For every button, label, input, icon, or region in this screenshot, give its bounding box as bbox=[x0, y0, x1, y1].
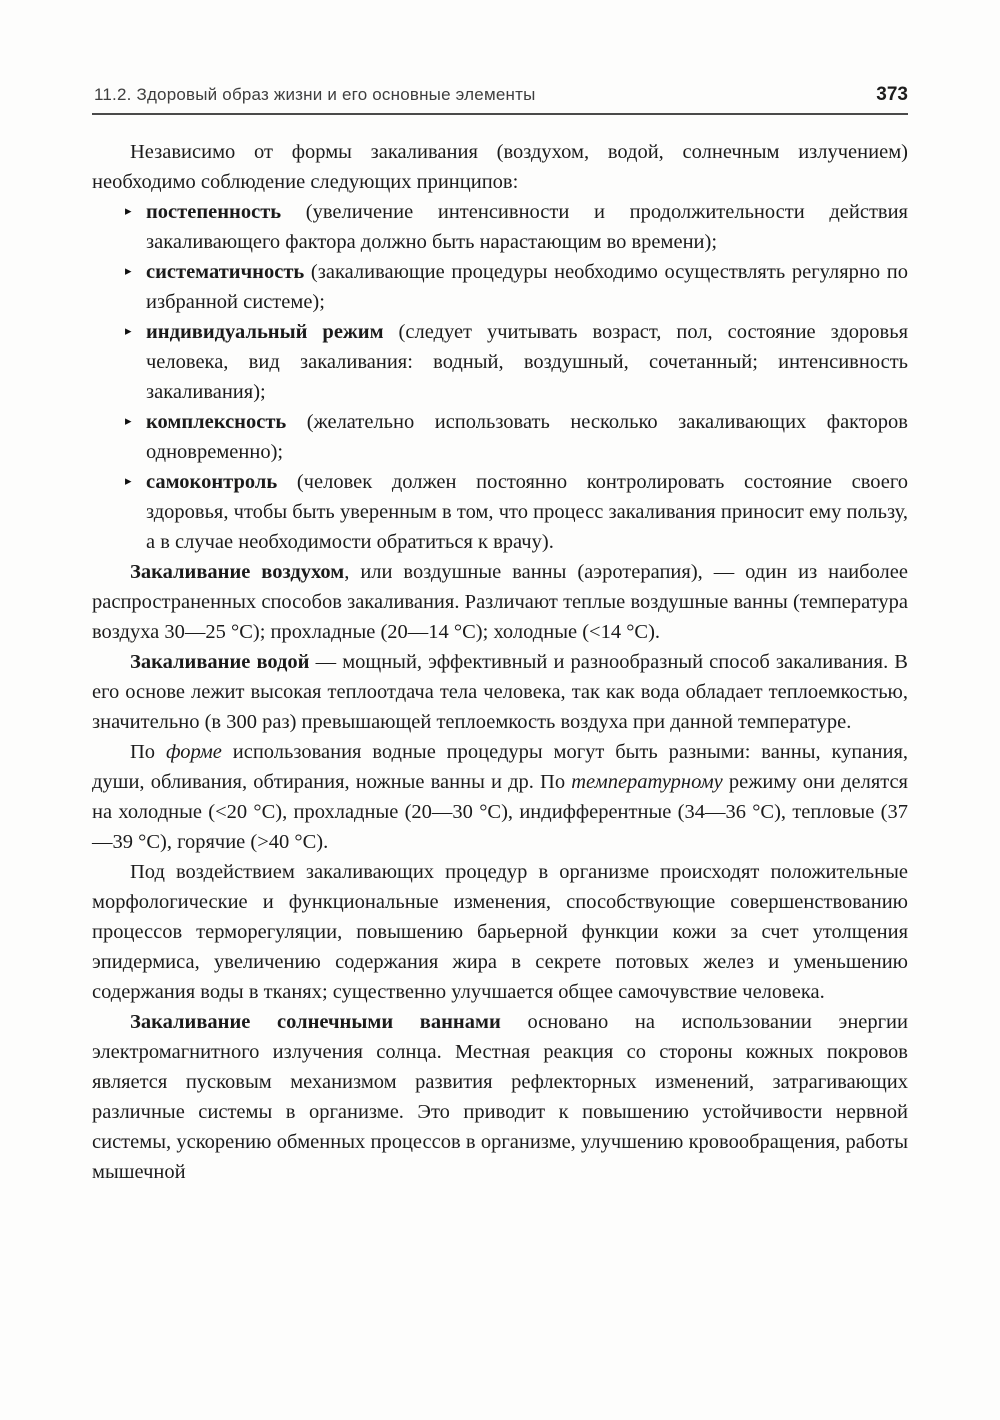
emphasis-bold-text: индивидуальный режим bbox=[146, 321, 384, 343]
paragraph bbox=[92, 647, 908, 737]
body-text: использования водные процедуры могут быть разными: ванны, купания, души, обливания, обтирания, ножные ванны и др. По bbox=[92, 741, 908, 793]
body-text: (человек должен постоянно контролировать состояние своего здоровья, чтобы быть уверенным в том, что процесс закаливания приносит ему пользу, а в случае необходимости обратиться к врачу). bbox=[146, 471, 908, 553]
paragraph bbox=[92, 557, 908, 647]
bullet-item bbox=[92, 407, 908, 467]
paragraph bbox=[92, 137, 908, 197]
body-text: (увеличение интенсивности и продолжительности действия закаливающего фактора должно быть нарастающим во времени); bbox=[146, 201, 908, 253]
page-header bbox=[92, 84, 908, 113]
emphasis-italic-text: температурному bbox=[571, 771, 723, 793]
running-title: 11.2. Здоровый образ жизни и его основные элементы bbox=[94, 85, 536, 104]
bullet-marker-icon: ▸ bbox=[125, 204, 132, 219]
body-text: основано на использовании энергии электромагнитного излучения солнца. Местная реакция со стороны кожных покровов является пусковым механизмом развития рефлекторных изменений, затрагивающих различные системы в организме. Это приводит к повышению устойчивости нервной системы, ускорению обменных процессов в организме, улучшению кровообращения, работы мышечной bbox=[92, 1011, 908, 1183]
bullet-marker-icon: ▸ bbox=[125, 474, 132, 489]
body-text: — мощный, эффективный и разнообразный способ закаливания. В его основе лежит высокая теплоотдача тела человека, так как вода обладает теплоемкостью, значительно (в 300 раз) превышающей теплоемкость воздуха при данной температуре. bbox=[92, 651, 908, 733]
body-text: (следует учитывать возраст, пол, состояние здоровья человека, вид закаливания: водный, воздушный, сочетанный; интенсивность закаливания); bbox=[146, 321, 908, 403]
body-text: Под воздействием закаливающих процедур в организме происходят положительные морфологические и функциональные изменения, способствующие совершенствованию процессов терморегуляции, повышению барьерной функции кожи за счет утолщения эпидермиса, увеличению содержания жира в секрете потовых желез и уменьшению содержания воды в тканях; существенно улучшается общее самочувствие человека. bbox=[92, 861, 908, 1003]
emphasis-bold-text: систематичность bbox=[146, 261, 305, 283]
emphasis-bold-text: комплексность bbox=[146, 411, 287, 433]
body-text: , или воздушные ванны (аэротерапия), — один из наиболее распространенных способов закаливания. Различают теплые воздушные ванны (температура воздуха 30—25 °C); прохладные (20—14 °C); холодные (<14 °C). bbox=[92, 561, 908, 643]
header-rule bbox=[92, 113, 908, 115]
emphasis-bold-text: постепенность bbox=[146, 201, 282, 223]
bullet-marker-icon: ▸ bbox=[125, 264, 132, 279]
bullet-item bbox=[92, 257, 908, 317]
body-text: По bbox=[130, 741, 166, 763]
emphasis-bold-text: Закаливание водой bbox=[130, 651, 310, 673]
paragraph bbox=[92, 1007, 908, 1187]
body-text: режиму они делятся на холодные (<20 °C), прохладные (20—30 °C), индифферентные (34—36 °C), тепловые (37—39 °C), горячие (>40 °C). bbox=[92, 771, 908, 853]
page-body bbox=[92, 137, 908, 1187]
body-text: (желательно использовать несколько закаливающих факторов одновременно); bbox=[146, 411, 908, 463]
bullet-item bbox=[92, 467, 908, 557]
emphasis-bold-text: самоконтроль bbox=[146, 471, 278, 493]
page-number: 373 bbox=[876, 84, 908, 105]
emphasis-bold-text: Закаливание солнечными ваннами bbox=[130, 1011, 501, 1033]
bullet-marker-icon: ▸ bbox=[125, 324, 132, 339]
emphasis-italic-text: форме bbox=[165, 741, 222, 763]
emphasis-bold-text: Закаливание воздухом bbox=[130, 561, 345, 583]
bullet-marker-icon: ▸ bbox=[125, 414, 132, 429]
bullet-item bbox=[92, 197, 908, 257]
paragraph bbox=[92, 737, 908, 857]
body-text: (закаливающие процедуры необходимо осуществлять регулярно по избранной системе); bbox=[146, 261, 908, 313]
paragraph bbox=[92, 857, 908, 1007]
body-text: Независимо от формы закаливания (воздухом, водой, солнечным излучением) необходимо соблюдение следующих принципов: bbox=[92, 141, 908, 193]
bullet-item bbox=[92, 317, 908, 407]
